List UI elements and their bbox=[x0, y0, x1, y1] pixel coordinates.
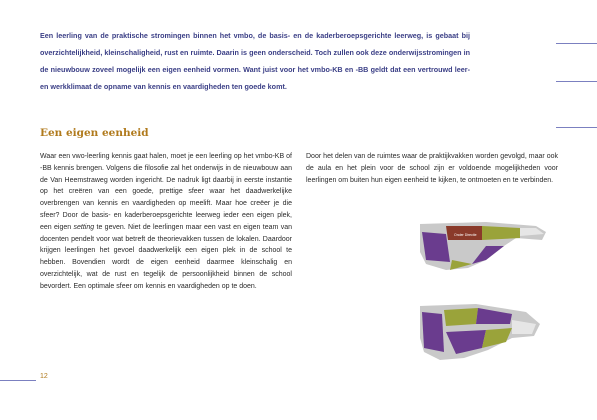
section-heading: Een eigen eenheid bbox=[40, 127, 149, 139]
floorplan-room-label: Onder Directie bbox=[454, 233, 477, 237]
margin-rule-top-right bbox=[556, 43, 597, 44]
intro-paragraph: Een leerling van de praktische stromingen binnen het vmbo, de basis- en de kaderberoepsgerichte leerweg, is gebaat bij overzichtelijkheid, kleinschaligheid, rust en ruimte. Daarin is geen onderscheid. Toch zullen ook deze onderwijsstromingen in de nieuwbouw zoveel mogelijk een eigen eenheid vormen. Want juist voor het vmbo-KB en -BB geldt dat een vertrouwd leer- en werkklimaat de opname van kennis en vaardigheden ten goede komt. bbox=[40, 31, 470, 91]
body-text: Waar een vwo-leerling kennis gaat halen, moet je een leerling op het vmbo-KB of -BB kennis brengen. Volgens die filosofie zal het onderwijs in de nieuwbouw aan de Van Heemstraweg worden ingericht. De nadruk ligt daarbij in eerste instantie op het creëren van een goede, prettige sfeer waar het daadwerkelijke overbrengen van kennis en vaardigheden op meelift. Maar hoe creëer je die sfeer? Door de basis- en kaderberoepsgerichte leerweg ieder een eigen plek, een eigen bbox=[40, 153, 292, 231]
body-italic-term: setting bbox=[73, 223, 95, 231]
floorplan-illustration bbox=[416, 212, 552, 387]
floorplan-svg bbox=[416, 212, 552, 382]
margin-rule-mid-right bbox=[556, 81, 597, 82]
page-number: 12 bbox=[40, 373, 48, 380]
body-column-left bbox=[40, 151, 292, 293]
margin-rule-bottom-left bbox=[0, 380, 36, 381]
body-column-right: Door het delen van de ruimtes waar de praktijkvakken worden gevolgd, maar ook de aula en het plein voor de school zijn er voldoende mogelijkheden voor leerlingen om buiten hun eigen eenheid te kijken, te ontmoeten en te verbinden. bbox=[306, 153, 558, 184]
margin-rule-lower-right bbox=[556, 127, 597, 128]
floorplan-lower bbox=[420, 304, 540, 360]
floorplan-upper bbox=[420, 222, 546, 270]
body-text: te geven. Niet de leerlingen maar een vast en eigen team van docenten pendelt voor wat betreft de theorievakken tussen de lokalen. Daardoor krijgen leerlingen het gevoel daadwerkelijk een eigen plek in de school te hebben. Bovendien wordt de eigen eenheid daarmee kleinschalig en overzichtelijk, wat de rust en tegelijk de persoonlijkheid binnen de school bevordert. Een optimale sfeer om kennis en vaardigheden op te doen. bbox=[40, 223, 292, 290]
